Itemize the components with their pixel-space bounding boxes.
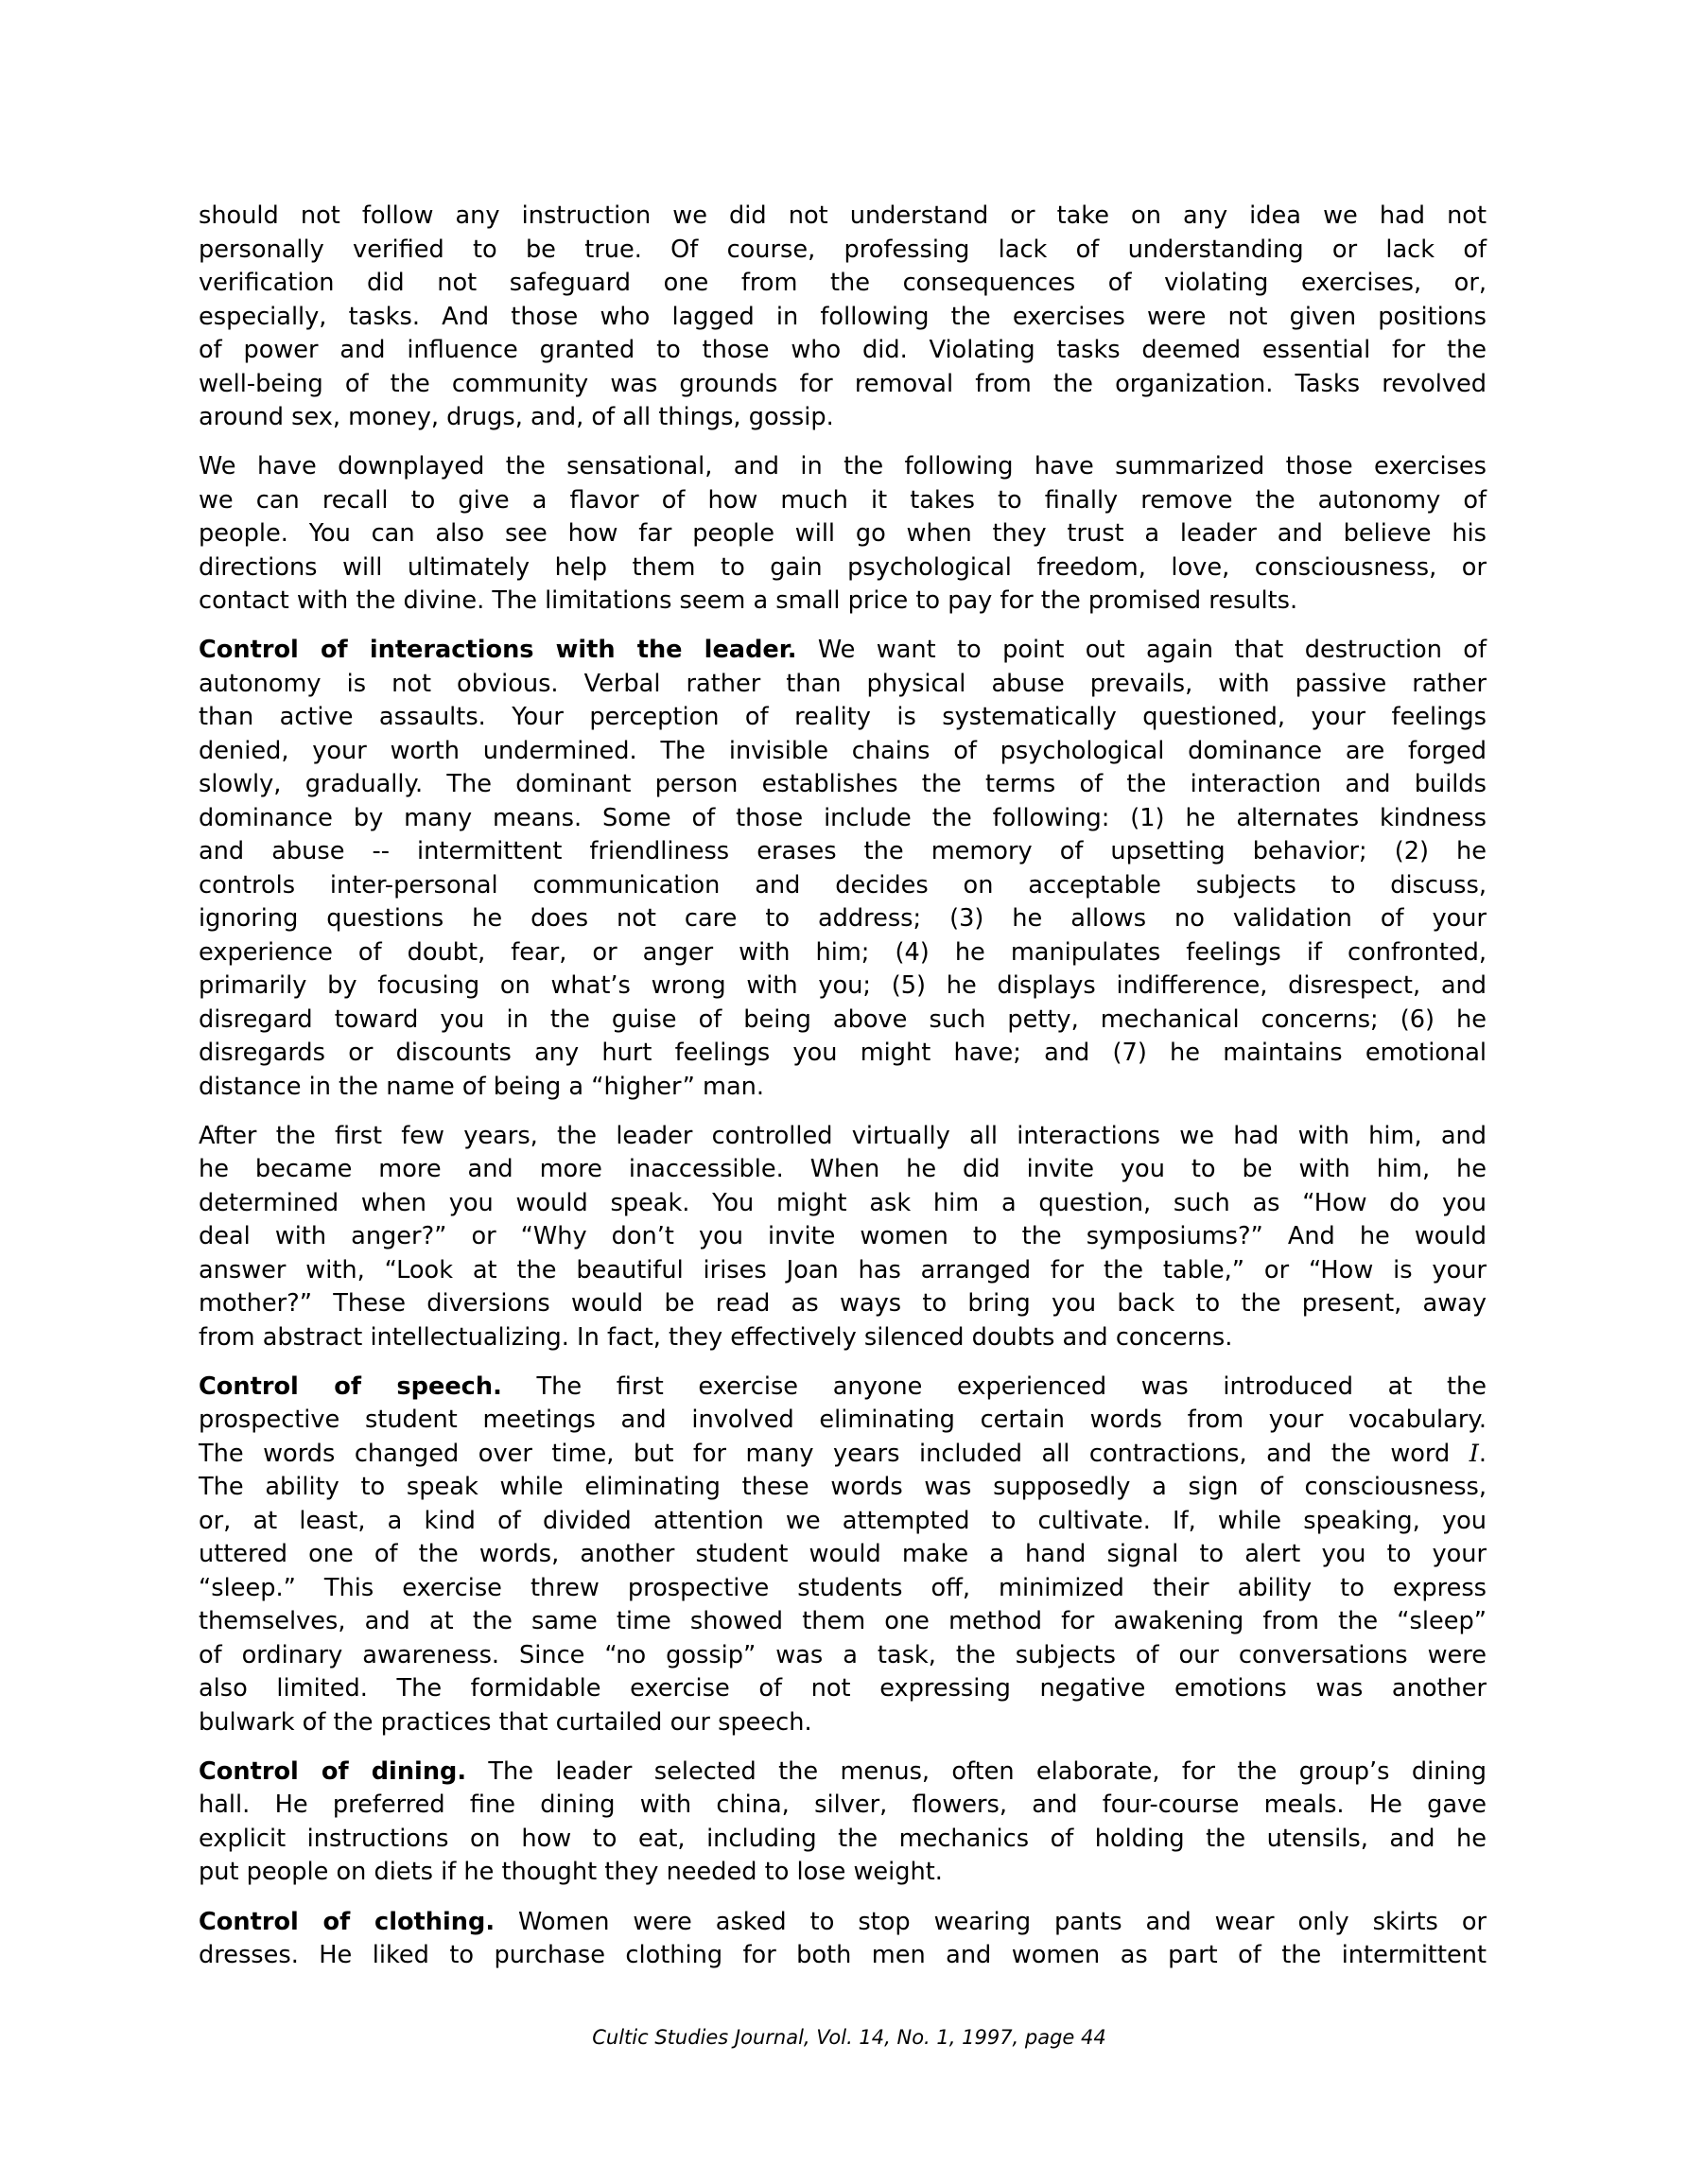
text-line: explicit instructions on how to eat, including the mechanics of holding the utensils, and he	[199, 1824, 1487, 1853]
text-run: .	[1478, 1439, 1487, 1468]
paragraph-heading: Control of clothing.	[199, 1907, 496, 1936]
text-run: We want to point out again that destruction of	[796, 636, 1487, 665]
paragraph-heading: Control of dining.	[199, 1756, 467, 1786]
italic-word: I	[1469, 1439, 1479, 1468]
text-line: answer with, “Look at the beautiful irises Joan has arranged for the table,” or “How is your	[199, 1255, 1487, 1284]
text-line: hall. He preferred fine dining with china, silver, flowers, and four-course meals. He gave	[199, 1791, 1487, 1820]
text-line: also limited. The formidable exercise of not expressing negative emotions was another	[199, 1674, 1487, 1704]
text-run: The leader selected the menus, often elaborate, for the group’s dining	[466, 1756, 1487, 1786]
text-line: controls inter-personal communication and decides on acceptable subjects to discuss,	[199, 870, 1487, 900]
text-line: personally verified to be true. Of course, professing lack of understanding or lack of	[199, 235, 1487, 264]
paragraph-control-of-dining	[199, 1756, 1487, 1890]
text-line: dominance by many means. Some of those include the following: (1) he alternates kindness	[199, 803, 1487, 832]
text-line: “sleep.” This exercise threw prospective students off, minimized their ability to express	[199, 1573, 1487, 1602]
text-run: The first exercise anyone experienced was introduced at the	[501, 1372, 1487, 1401]
text-line: than active assaults. Your perception of reality is systematically questioned, your feelings	[199, 703, 1487, 732]
text-line: denied, your worth undermined. The invisible chains of psychological dominance are forged	[199, 736, 1487, 765]
text-line: disregard toward you in the guise of being above such petty, mechanical concerns; (6) he	[199, 1005, 1487, 1034]
text-line: themselves, and at the same time showed them one method for awakening from the “sleep”	[199, 1607, 1487, 1636]
text-line: slowly, gradually. The dominant person establishes the terms of the interaction and builds	[199, 770, 1487, 799]
text-line: he became more and more inaccessible. When he did invite you to be with him, he	[199, 1155, 1487, 1184]
text-line: deal with anger?” or “Why don’t you invite women to the symposiums?” And he would	[199, 1222, 1487, 1251]
text-line: experience of doubt, fear, or anger with him; (4) he manipulates feelings if confronted,	[199, 937, 1487, 967]
text-line: we can recall to give a flavor of how much it takes to finally remove the autonomy of	[199, 485, 1487, 515]
text-line: put people on diets if he thought they needed to lose weight.	[199, 1858, 943, 1887]
text-line: uttered one of the words, another student would make a hand signal to alert you to your	[199, 1540, 1487, 1569]
text-run: The words changed over time, but for many years included all contractions, and the word	[199, 1439, 1470, 1468]
paragraph-autonomy-intro	[199, 200, 1487, 435]
text-line	[199, 1371, 1487, 1405]
paragraph-heading: Control of speech.	[199, 1372, 502, 1401]
text-line: ignoring questions he does not care to address; (3) he allows no validation of your	[199, 904, 1487, 934]
body-text	[199, 200, 1487, 1988]
paragraph-control-of-clothing	[199, 1906, 1487, 1973]
text-line: After the first few years, the leader controlled virtually all interactions we had with him, and	[199, 1121, 1487, 1150]
text-line: disregards or discounts any hurt feelings you might have; and (7) he maintains emotional	[199, 1039, 1487, 1068]
text-line: determined when you would speak. You might ask him a question, such as “How do you	[199, 1188, 1487, 1217]
text-line: especially, tasks. And those who lagged in following the exercises were not given positions	[199, 302, 1487, 331]
page-footer-citation: Cultic Studies Journal, Vol. 14, No. 1, 1997, page 44	[592, 2026, 1106, 2049]
paragraph-heading: Control of interactions with the leader.	[199, 636, 797, 665]
text-line: verification did not safeguard one from the consequences of violating exercises, or,	[199, 269, 1487, 297]
text-line: should not follow any instruction we did not understand or take on any idea we had not	[199, 201, 1487, 230]
text-line: and abuse -- intermittent friendliness erases the memory of upsetting behavior; (2) he	[199, 837, 1487, 866]
text-line: dresses. He liked to purchase clothing for both men and women as part of the intermittent	[199, 1941, 1487, 1970]
text-line: people. You can also see how far people will go when they trust a leader and believe his	[199, 519, 1487, 549]
text-line: distance in the name of being a “higher” man.	[199, 1072, 765, 1101]
text-line	[199, 1438, 1487, 1472]
text-line: from abstract intellectualizing. In fact, they effectively silenced doubts and concerns.	[199, 1322, 1233, 1352]
text-line: prospective student meetings and involved eliminating certain words from your vocabulary.	[199, 1406, 1487, 1435]
text-line	[199, 634, 1487, 668]
text-line: contact with the divine. The limitations seem a small price to pay for the promised results.	[199, 586, 1298, 616]
text-line: of power and influence granted to those who did. Violating tasks deemed essential for the	[199, 336, 1487, 364]
text-line: well-being of the community was grounds for removal from the organization. Tasks revolved	[199, 369, 1487, 398]
paragraph-summary-intro	[199, 450, 1487, 619]
text-line: We have downplayed the sensational, and in the following have summarized those exercises	[199, 452, 1487, 481]
text-line: or, at least, a kind of divided attention we attempted to cultivate. If, while speaking, you	[199, 1506, 1487, 1535]
text-line: around sex, money, drugs, and, of all things, gossip.	[199, 403, 834, 431]
text-line: The ability to speak while eliminating these words was supposedly a sign of consciousness,	[199, 1473, 1487, 1502]
text-line: directions will ultimately help them to gain psychological freedom, love, consciousness, or	[199, 552, 1487, 582]
paragraph-control-of-interactions	[199, 634, 1487, 1104]
paragraph-control-of-speech	[199, 1371, 1487, 1740]
text-line	[199, 1906, 1487, 1940]
text-line: of ordinary awareness. Since “no gossip” was a task, the subjects of our conversations were	[199, 1640, 1487, 1669]
text-line: bulwark of the practices that curtailed our speech.	[199, 1707, 812, 1737]
text-run: Women were asked to stop wearing pants and wear only skirts or	[495, 1907, 1487, 1936]
text-line: mother?” These diversions would be read as ways to bring you back to the present, away	[199, 1289, 1487, 1319]
paragraph-leader-inaccessible	[199, 1120, 1487, 1355]
text-line: autonomy is not obvious. Verbal rather than physical abuse prevails, with passive rather	[199, 669, 1487, 698]
text-line: primarily by focusing on what’s wrong with you; (5) he displays indifference, disrespect, and	[199, 971, 1487, 1001]
text-line	[199, 1756, 1487, 1790]
